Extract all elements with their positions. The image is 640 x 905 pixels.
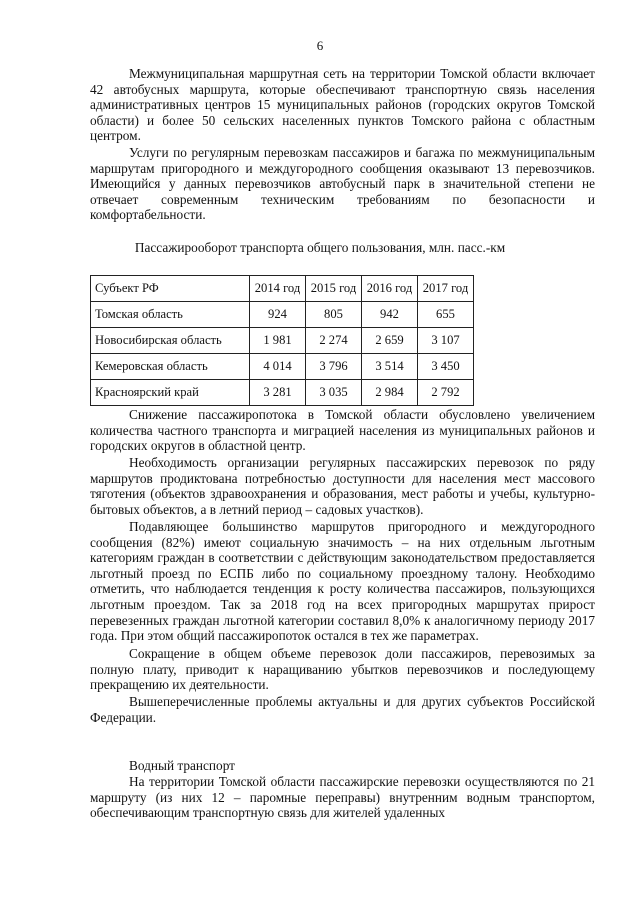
paragraph-losses: Сокращение в общем объеме перевозок доли пассажиров, перевозимых за полную плату, приводит к наращиванию убытков перевозчиков и последующему прекращению их деятельности. — [90, 646, 595, 693]
table-cell-value: 3 107 — [418, 328, 474, 354]
table-row — [91, 302, 474, 328]
table-cell-subject: Новосибирская область — [91, 328, 250, 354]
table-cell-value: 2 792 — [418, 380, 474, 406]
table-cell-subject: Кемеровская область — [91, 354, 250, 380]
table-cell-subject: Красноярский край — [91, 380, 250, 406]
paragraph-decline: Снижение пассажиропотока в Томской области обусловлено увеличением количества частного транспорта и миграцией населения из муниципальных районов и городских округов в областной центр. — [90, 407, 595, 454]
paragraph-carriers: Услуги по регулярным перевозкам пассажиров и багажа по межмуниципальным маршрутам пригородного и междугородного сообщения оказывают 13 перевозчиков. Имеющийся у данных перевозчиков автобусный парк в значительной степени не отвечает современным техническим требованиям по безопасности и комфортабельности. — [90, 145, 595, 223]
table-cell-value: 3 796 — [306, 354, 362, 380]
header-year-2014: 2014 год — [250, 276, 306, 302]
table-cell-value: 924 — [250, 302, 306, 328]
table-cell-value: 4 014 — [250, 354, 306, 380]
table-row — [91, 354, 474, 380]
paragraph-water-transport: На территории Томской области пассажирские перевозки осуществляются по 21 маршруту (из них 12 – паромные переправы) внутренним водным транспортом, обеспечивающим транспортную связь для жителей удаленных — [90, 774, 595, 821]
table-row — [91, 380, 474, 406]
table-header-row — [91, 276, 474, 302]
table-caption: Пассажирооборот транспорта общего пользования, млн. пасс.-км — [134, 240, 506, 255]
table-cell-value: 3 450 — [418, 354, 474, 380]
header-year-2015: 2015 год — [306, 276, 362, 302]
table-cell-value: 942 — [362, 302, 418, 328]
table-row — [91, 328, 474, 354]
paragraph-social-significance: Подавляющее большинство маршрутов пригородного и междугородного сообщения (82%) имеют социальную значимость – на них отдельным льготным категориям граждан в соответствии с действующим законодательством предоставляется льготный проезд по ЕСПБ либо по социальному проездному талону. Необходимо отметить, что наблюдается тенденция к росту количества пассажиров, пользующихся льготным проездом. Так за 2018 год на всех пригородных маршрутах прирост перевезенных граждан льготной категории составил 8,0% к аналогичному периоду 2017 года. При этом общий пассажиропоток остался в тех же параметрах. — [90, 519, 595, 644]
table-cell-value: 3 035 — [306, 380, 362, 406]
table-cell-value: 2 274 — [306, 328, 362, 354]
table-cell-value: 3 514 — [362, 354, 418, 380]
page-number: 6 — [316, 38, 324, 53]
table-cell-value: 2 659 — [362, 328, 418, 354]
paragraph-necessity: Необходимость организации регулярных пассажирских перевозок по ряду маршрутов продиктована потребностью доступности для населения мест массового тяготения (объектов здравоохранения и образования, мест работы и учебы, культурно-бытовых объектов, а в летний период – садовых участков). — [90, 455, 595, 517]
header-year-2016: 2016 год — [362, 276, 418, 302]
paragraph-other-subjects: Вышеперечисленные проблемы актуальны и для других субъектов Российской Федерации. — [90, 694, 595, 725]
passenger-turnover-table — [90, 275, 474, 406]
table-cell-value: 3 281 — [250, 380, 306, 406]
section-heading-water-transport: Водный транспорт — [129, 758, 235, 773]
table-cell-value: 655 — [418, 302, 474, 328]
table-cell-value: 2 984 — [362, 380, 418, 406]
header-subject: Субъект РФ — [91, 276, 250, 302]
table-cell-subject: Томская область — [91, 302, 250, 328]
table-cell-value: 1 981 — [250, 328, 306, 354]
table-cell-value: 805 — [306, 302, 362, 328]
paragraph-intercity-network: Межмуниципальная маршрутная сеть на территории Томской области включает 42 автобусных маршрута, которые обеспечивают транспортную связь населения административных центров 15 муниципальных районов (городских округов Томской области) и более 50 сельских населенных пунктов Томского района с областным центром. — [90, 66, 595, 144]
header-year-2017: 2017 год — [418, 276, 474, 302]
